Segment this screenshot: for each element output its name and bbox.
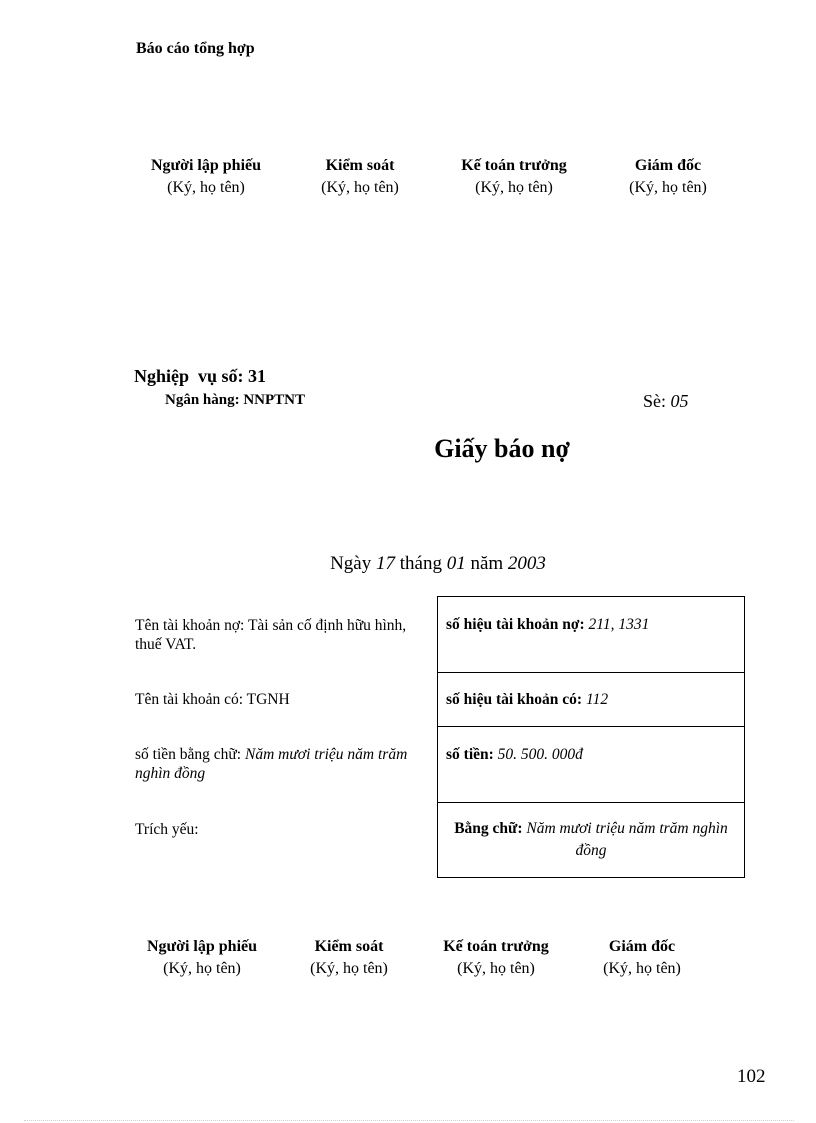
date-day: 17 xyxy=(375,553,395,574)
bank-label: Ngân hàng: NNPTNT xyxy=(165,392,306,408)
signature-column xyxy=(290,936,408,980)
signature-note: (Ký, họ tên) xyxy=(321,179,399,196)
amount-value: 50. 500. 000đ xyxy=(497,746,583,763)
debit-number-label: số hiệu tài khoản nợ: xyxy=(446,616,585,633)
signature-column xyxy=(440,155,588,199)
debit-account-number xyxy=(438,614,744,636)
debit-number-value: 211, 1331 xyxy=(588,616,650,633)
amount-in-words xyxy=(135,745,431,783)
box-divider xyxy=(438,802,744,803)
signature-note: (Ký, họ tên) xyxy=(629,179,707,196)
date-month-label: tháng xyxy=(399,553,442,574)
signature-note: (Ký, họ tên) xyxy=(167,179,245,196)
amount-in-words-box xyxy=(438,818,744,862)
box-divider xyxy=(438,726,744,727)
amount-words-value: Năm mươi triệu năm trăm nghìn đồng xyxy=(135,746,408,782)
document-title: Giấy báo nợ xyxy=(434,434,570,463)
box-divider xyxy=(438,672,744,673)
account-info-box xyxy=(437,596,745,878)
credit-account-number xyxy=(438,689,744,711)
transaction-label: Nghiệp vụ số: 31 xyxy=(134,366,267,386)
signature-note: (Ký, họ tên) xyxy=(310,960,388,977)
signature-column xyxy=(610,155,726,199)
signature-note: (Ký, họ tên) xyxy=(163,960,241,977)
credit-account-label: Tên tài khoản có: TGNH xyxy=(135,691,290,708)
amount-label: số tiền: xyxy=(446,746,494,763)
amount-figure xyxy=(438,744,744,766)
credit-number-value: 112 xyxy=(585,691,609,708)
serial-value: 05 xyxy=(670,391,689,411)
serial-number xyxy=(643,391,689,412)
summary-note xyxy=(135,820,431,839)
debit-account-name xyxy=(135,616,431,654)
date-month: 01 xyxy=(446,553,466,574)
signature-role: Giám đốc xyxy=(634,157,702,174)
page-bottom-edge xyxy=(24,1120,794,1121)
debit-account-label: Tên tài khoản nợ: Tài sản cố định hữu hình, thuế VAT. xyxy=(135,617,407,653)
amount-words-label: số tiền bằng chữ: xyxy=(135,746,242,763)
serial-label: Sè: xyxy=(643,391,667,411)
words-value: Năm mươi triệu năm trăm nghìn đồng xyxy=(526,820,728,859)
summary-label: Trích yếu: xyxy=(135,821,199,838)
date-year: 2003 xyxy=(507,553,546,574)
credit-number-label: số hiệu tài khoản có: xyxy=(446,691,583,708)
signature-role: Người lập phiếu xyxy=(146,938,258,955)
date-year-label: năm xyxy=(470,553,504,574)
signature-role: Kế toán trưởng xyxy=(443,938,549,955)
words-label: Bằng chữ: xyxy=(454,820,523,837)
report-header-title: Báo cáo tổng hợp xyxy=(136,40,255,57)
signature-note: (Ký, họ tên) xyxy=(603,960,681,977)
signature-column xyxy=(130,155,282,199)
signature-column xyxy=(584,936,700,980)
page-number: 102 xyxy=(737,1066,766,1087)
document-date xyxy=(0,553,816,575)
signature-role: Người lập phiếu xyxy=(150,157,262,174)
signature-column xyxy=(300,155,420,199)
signature-column xyxy=(126,936,278,980)
signature-note: (Ký, họ tên) xyxy=(457,960,535,977)
signature-role: Giám đốc xyxy=(608,938,676,955)
date-prefix: Ngày xyxy=(330,553,372,574)
signature-role: Kế toán trưởng xyxy=(461,157,567,174)
credit-account-name xyxy=(135,690,431,709)
signature-role: Kiểm soát xyxy=(314,938,384,955)
signature-role: Kiểm soát xyxy=(325,157,395,174)
signature-note: (Ký, họ tên) xyxy=(475,179,553,196)
signature-column xyxy=(422,936,570,980)
